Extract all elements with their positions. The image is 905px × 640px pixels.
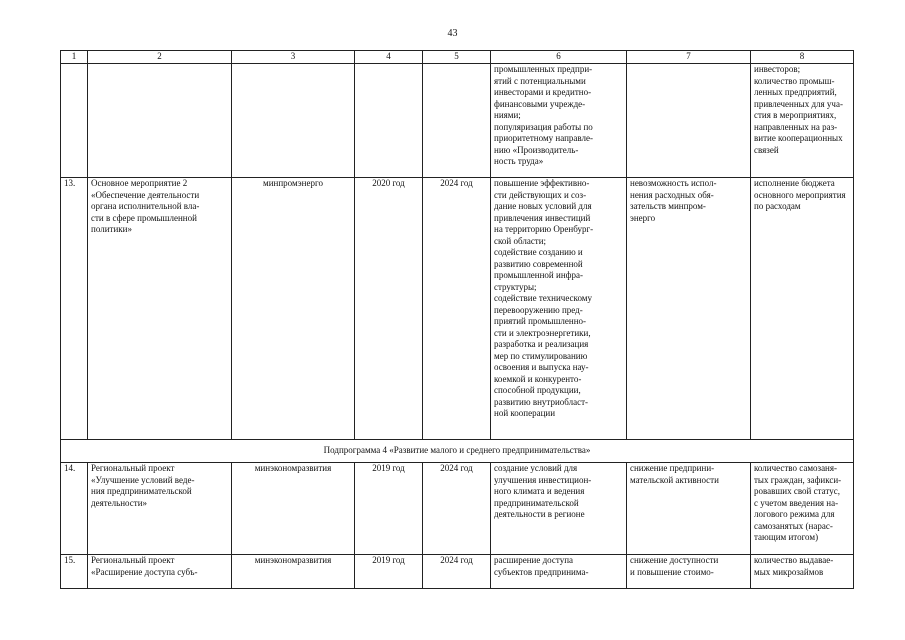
column-header: 6 bbox=[491, 51, 627, 64]
start-year: 2019 год bbox=[355, 555, 423, 589]
start-year bbox=[355, 64, 423, 178]
expected-result: расширение доступа субъектов предпринима- bbox=[491, 555, 627, 589]
column-header: 1 bbox=[61, 51, 88, 64]
program-table bbox=[60, 50, 854, 589]
table-row bbox=[61, 64, 854, 178]
indicator-link: количество выдавае- мых микрозаймов bbox=[751, 555, 854, 589]
non-implementation-consequence: снижение доступности и повышение стоимо- bbox=[627, 555, 751, 589]
executor: минпромэнерго bbox=[232, 178, 355, 440]
table-row bbox=[61, 555, 854, 589]
end-year: 2024 год bbox=[423, 463, 491, 555]
row-number bbox=[61, 64, 88, 178]
row-number: 14. bbox=[61, 463, 88, 555]
measure-name bbox=[88, 64, 232, 178]
indicator-link: количество самозаня- тых граждан, зафикси- ровавших свой статус, с учетом введения на- логового режима для самозанятых (нарас- тающим итогом) bbox=[751, 463, 854, 555]
start-year: 2019 год bbox=[355, 463, 423, 555]
indicator-link: исполнение бюджета основного мероприятия по расходам bbox=[751, 178, 854, 440]
non-implementation-consequence: снижение предприни- мательской активности bbox=[627, 463, 751, 555]
expected-result: промышленных предпри- ятий с потенциальными инвесторами и кредитно- финансовыми учрежде- ниями; популяризация работы по приоритетному направле- нию «Производитель- ность труда» bbox=[491, 64, 627, 178]
expected-result: создание условий для улучшения инвестицион- ного климата и ведения предпринимательской деятельности в регионе bbox=[491, 463, 627, 555]
non-implementation-consequence: невозможность испол- нения расходных обя- зательств минпром- энерго bbox=[627, 178, 751, 440]
row-number: 13. bbox=[61, 178, 88, 440]
column-header: 8 bbox=[751, 51, 854, 64]
expected-result: повышение эффективно- сти действующих и соз- дание новых условий для привлечения инвестиций на территорию Оренбург- ской области; содействие созданию и развитию современной промышленной инфра- структуры; содействие техническому перевооружению пред- приятий промышленно- сти и электроэнергетики, разработка и реализация мер по стимулированию освоения и выпуска нау- коемкой и конкуренто- способной продукции, развитию внутриобласт- ной кооперации bbox=[491, 178, 627, 440]
indicator-link: инвесторов; количество промыш- ленных предприятий, привлеченных для уча- стия в мероприятиях, направленных на раз- витие кооперационных связей bbox=[751, 64, 854, 178]
table-row bbox=[61, 463, 854, 555]
measure-name: Региональный проект «Улучшение условий веде- ния предпринимательской деятельности» bbox=[88, 463, 232, 555]
end-year bbox=[423, 64, 491, 178]
measure-name: Основное мероприятие 2 «Обеспечение деятельности органа исполнительной вла- сти в сфере промышленной политики» bbox=[88, 178, 232, 440]
table-row bbox=[61, 178, 854, 440]
column-header: 3 bbox=[232, 51, 355, 64]
subprogram-title: Подпрограмма 4 «Развитие малого и среднего предпринимательства» bbox=[61, 440, 854, 463]
column-header: 2 bbox=[88, 51, 232, 64]
end-year: 2024 год bbox=[423, 555, 491, 589]
end-year: 2024 год bbox=[423, 178, 491, 440]
start-year: 2020 год bbox=[355, 178, 423, 440]
executor: минэкономразвития bbox=[232, 555, 355, 589]
row-number: 15. bbox=[61, 555, 88, 589]
column-header: 7 bbox=[627, 51, 751, 64]
column-header: 4 bbox=[355, 51, 423, 64]
subprogram-row bbox=[61, 440, 854, 463]
executor: минэкономразвития bbox=[232, 463, 355, 555]
measure-name: Региональный проект «Расширение доступа субъ- bbox=[88, 555, 232, 589]
column-header-row bbox=[61, 51, 854, 64]
executor bbox=[232, 64, 355, 178]
page-number: 43 bbox=[447, 28, 458, 39]
non-implementation-consequence bbox=[627, 64, 751, 178]
column-header: 5 bbox=[423, 51, 491, 64]
